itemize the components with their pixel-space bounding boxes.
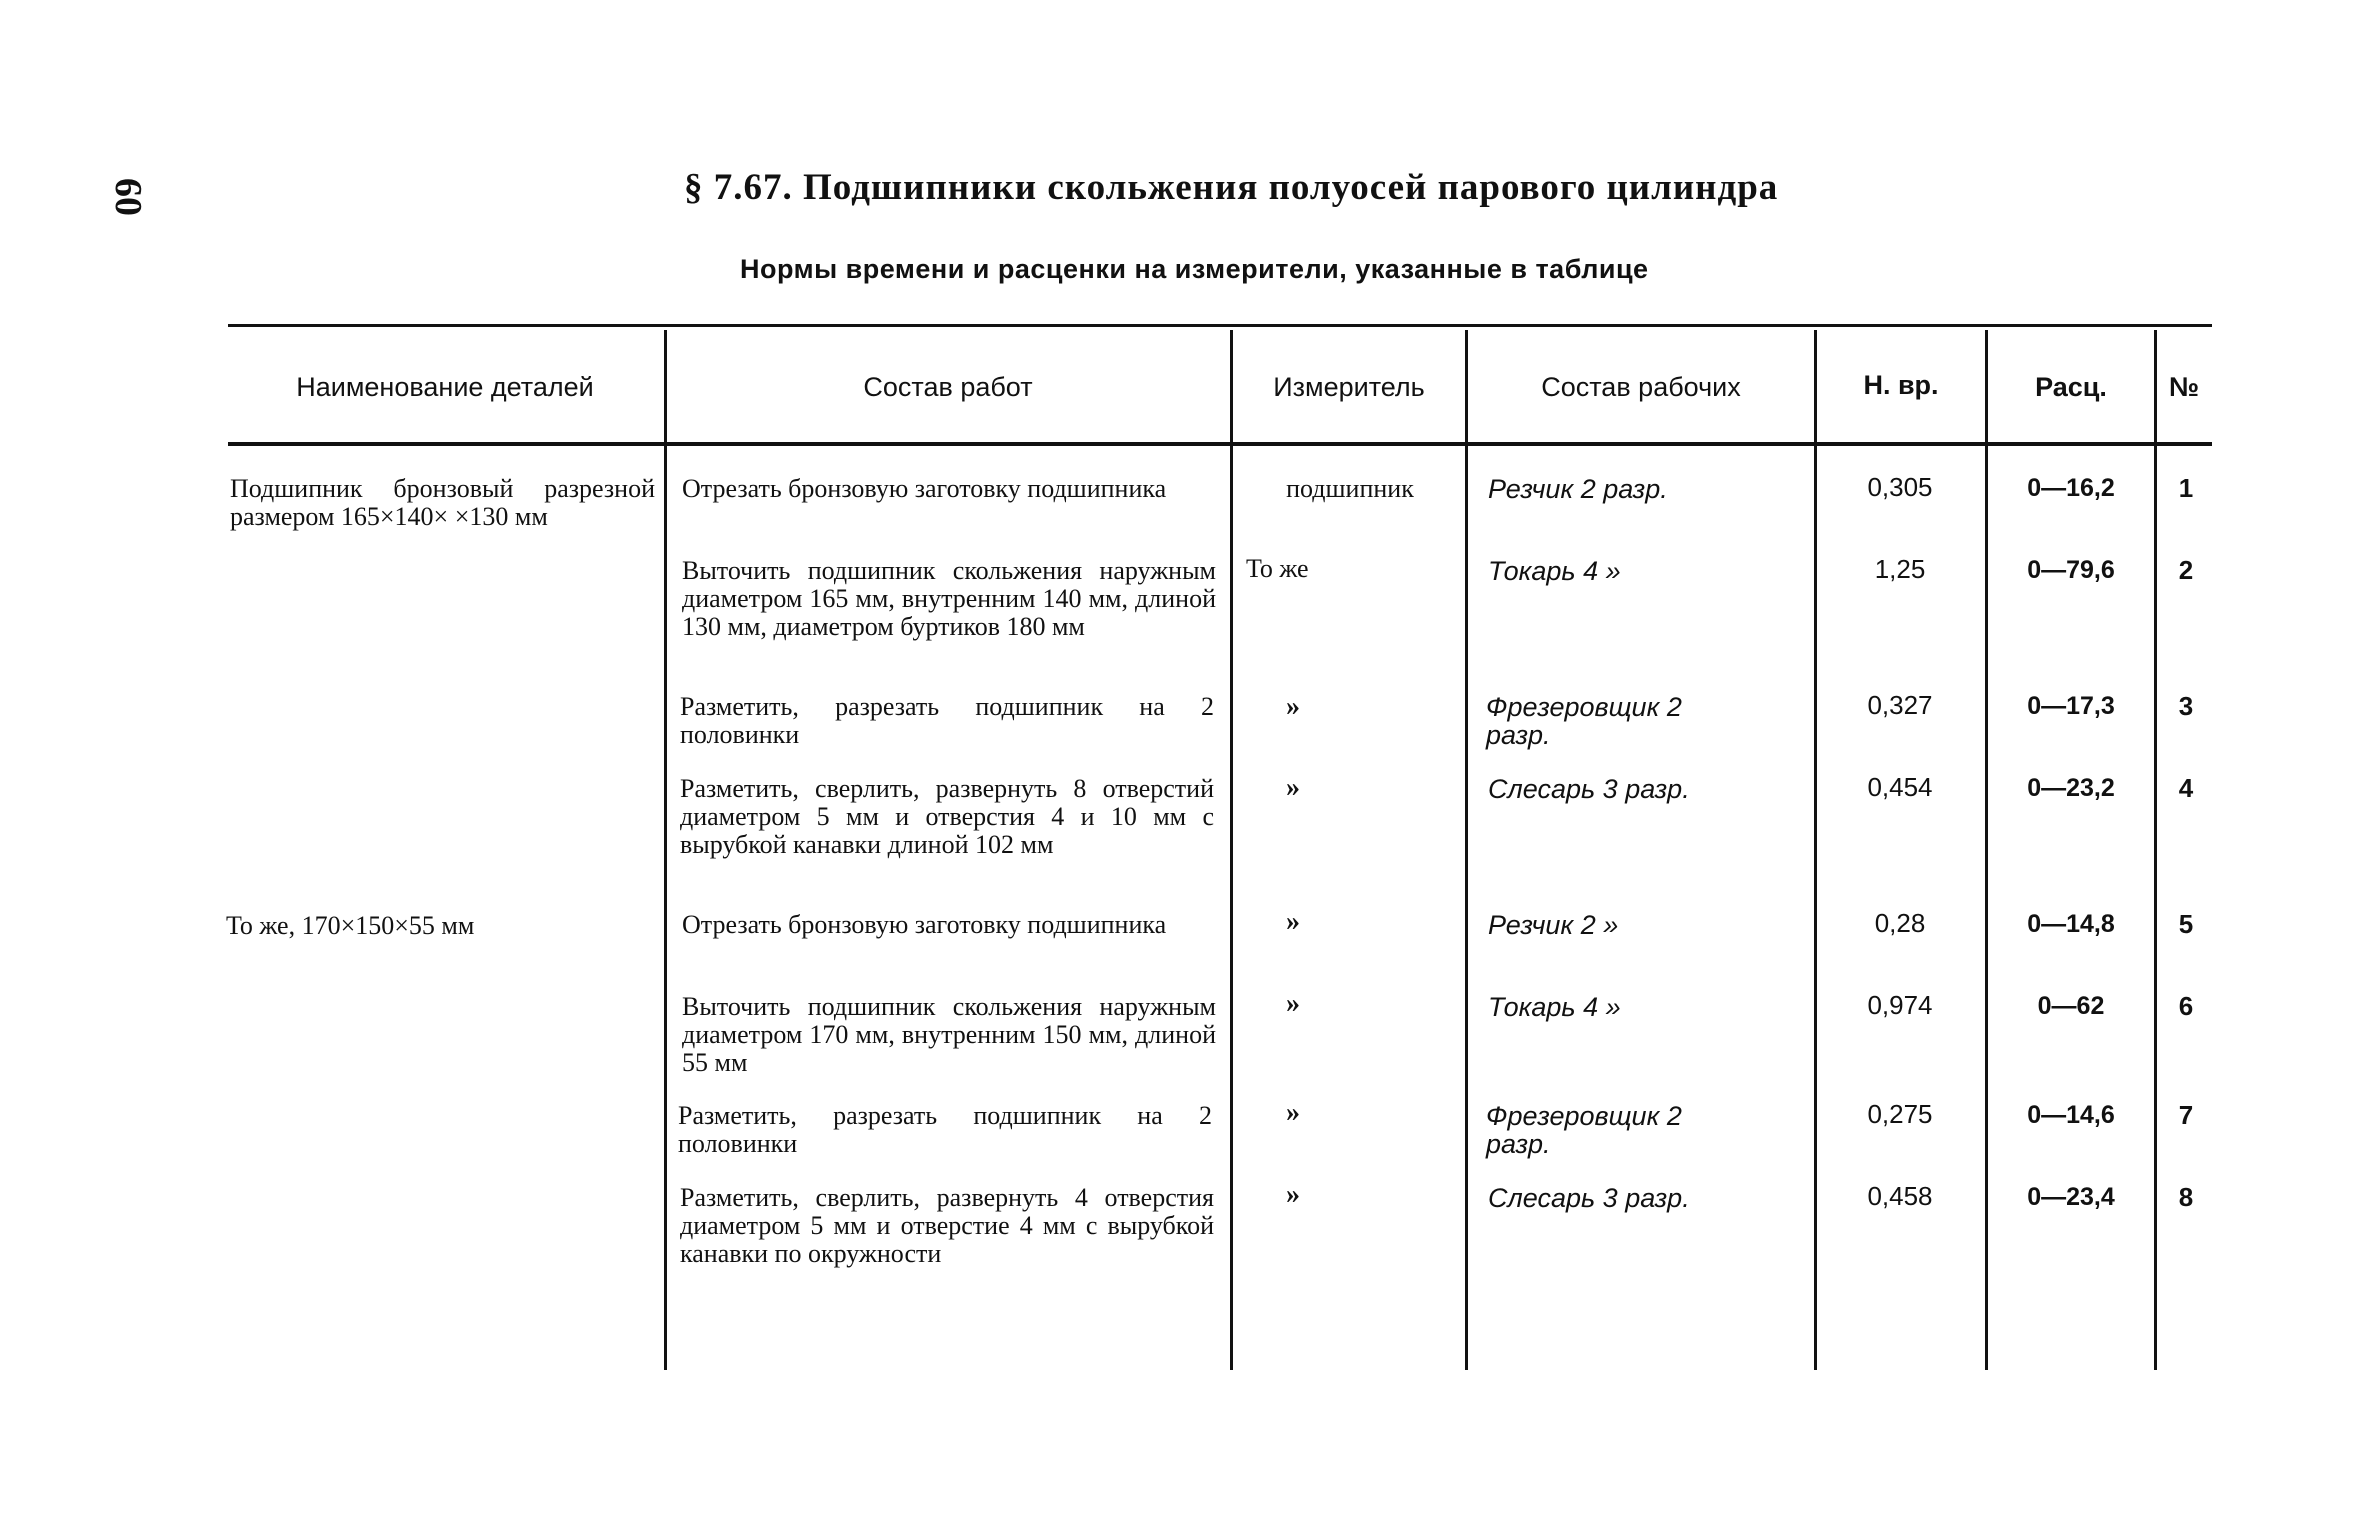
workers-cell: Слесарь 3 разр. xyxy=(1488,774,1690,804)
rate-cell: 0—16,2 xyxy=(2027,474,2115,502)
header-no: № xyxy=(2168,372,2200,402)
work-description: Отрезать бронзовую заготовку подшипника xyxy=(682,910,1167,939)
table-subtitle: Нормы времени и расценки на измерители, указанные в таблице xyxy=(740,254,1649,284)
work-description: Отрезать бронзовую заготовку подшипника xyxy=(682,474,1167,503)
time-norm-cell: 0,327 xyxy=(1867,690,1933,720)
time-norm-cell: 0,305 xyxy=(1867,472,1933,502)
rate-cell: 0—79,6 xyxy=(2027,556,2115,584)
workers-cell: Слесарь 3 разр. xyxy=(1488,1183,1690,1213)
unit-ditto: » xyxy=(1286,906,1300,937)
unit-ditto: » xyxy=(1286,772,1300,803)
rate-cell: 0—23,2 xyxy=(2027,774,2115,802)
time-norm-cell: 1,25 xyxy=(1874,554,1926,584)
rate-cell: 0—17,3 xyxy=(2027,692,2115,720)
unit-ditto: » xyxy=(1286,1179,1300,1210)
row-number: 3 xyxy=(2178,691,2194,721)
header-time-norm: Н. вр. xyxy=(1863,370,1939,400)
time-norm-cell: 0,458 xyxy=(1867,1181,1933,1211)
workers-cell: Резчик 2 разр. xyxy=(1488,474,1668,504)
work-description: Разметить, сверлить, развернуть 4 отверстия диаметром 5 мм и отверстие 4 мм с вырубкой канавки по окружности xyxy=(680,1183,1214,1268)
workers-cell: Резчик 2 » xyxy=(1488,910,1619,940)
header-work: Состав работ xyxy=(863,372,1033,402)
rate-cell: 0—62 xyxy=(2037,992,2105,1020)
column-divider xyxy=(2154,330,2157,1370)
work-description: Разметить, сверлить, развернуть 8 отверстий диаметром 5 мм и отверстия 4 и 10 мм с вырубкой канавки длиной 102 мм xyxy=(680,774,1214,859)
column-divider xyxy=(1985,330,1988,1370)
row-number: 1 xyxy=(2178,473,2194,503)
work-description: Разметить, разрезать подшипник на 2 половинки xyxy=(680,692,1214,749)
row-number: 6 xyxy=(2178,991,2194,1021)
row-number: 4 xyxy=(2178,773,2194,803)
part-name: То же, 170×150×55 мм xyxy=(226,911,475,940)
time-norm-cell: 0,454 xyxy=(1867,772,1933,802)
work-description: Выточить подшипник скольжения наружным диаметром 170 мм, внутренним 150 мм, длиной 55 мм xyxy=(682,992,1216,1077)
header-rate: Расц. xyxy=(2035,372,2107,402)
row-number: 2 xyxy=(2178,555,2194,585)
work-description: Выточить подшипник скольжения наружным диаметром 165 мм, внутренним 140 мм, длиной 130 мм, диаметром буртиков 180 мм xyxy=(682,556,1216,641)
section-title: § 7.67. Подшипники скольжения полуосей парового цилиндра xyxy=(684,167,1779,208)
part-name: Подшипник бронзовый разрезной размером 165×140× ×130 мм xyxy=(230,474,655,531)
rate-cell: 0—23,4 xyxy=(2027,1183,2115,1211)
unit-ditto: » xyxy=(1286,691,1300,722)
unit-ditto: » xyxy=(1286,988,1300,1019)
unit-ditto: » xyxy=(1286,1097,1300,1128)
workers-cell: Фрезеровщик 2 разр. xyxy=(1486,1101,1682,1159)
workers-cell: Фрезеровщик 2 разр. xyxy=(1486,692,1682,750)
page-number: 60 xyxy=(107,178,149,216)
table-top-rule xyxy=(228,324,2212,327)
rate-cell: 0—14,8 xyxy=(2027,910,2115,938)
row-number: 5 xyxy=(2178,909,2194,939)
table-header-rule xyxy=(228,442,2212,446)
column-divider xyxy=(1230,330,1233,1370)
row-number: 8 xyxy=(2178,1182,2194,1212)
row-number: 7 xyxy=(2178,1100,2194,1130)
column-divider xyxy=(1814,330,1817,1370)
time-norm-cell: 0,275 xyxy=(1867,1099,1933,1129)
unit-cell: То же xyxy=(1246,554,1309,583)
workers-cell: Токарь 4 » xyxy=(1488,556,1621,586)
time-norm-cell: 0,974 xyxy=(1867,990,1933,1020)
work-description: Разметить, разрезать подшипник на 2 половинки xyxy=(678,1101,1212,1158)
workers-cell: Токарь 4 » xyxy=(1488,992,1621,1022)
header-part-name: Наименование деталей xyxy=(296,372,594,402)
column-divider xyxy=(1465,330,1468,1370)
header-workers: Состав рабочих xyxy=(1541,372,1741,402)
unit-cell: подшипник xyxy=(1286,474,1414,503)
header-unit: Измеритель xyxy=(1273,372,1425,402)
rate-cell: 0—14,6 xyxy=(2027,1101,2115,1129)
time-norm-cell: 0,28 xyxy=(1874,908,1926,938)
column-divider xyxy=(664,330,667,1370)
